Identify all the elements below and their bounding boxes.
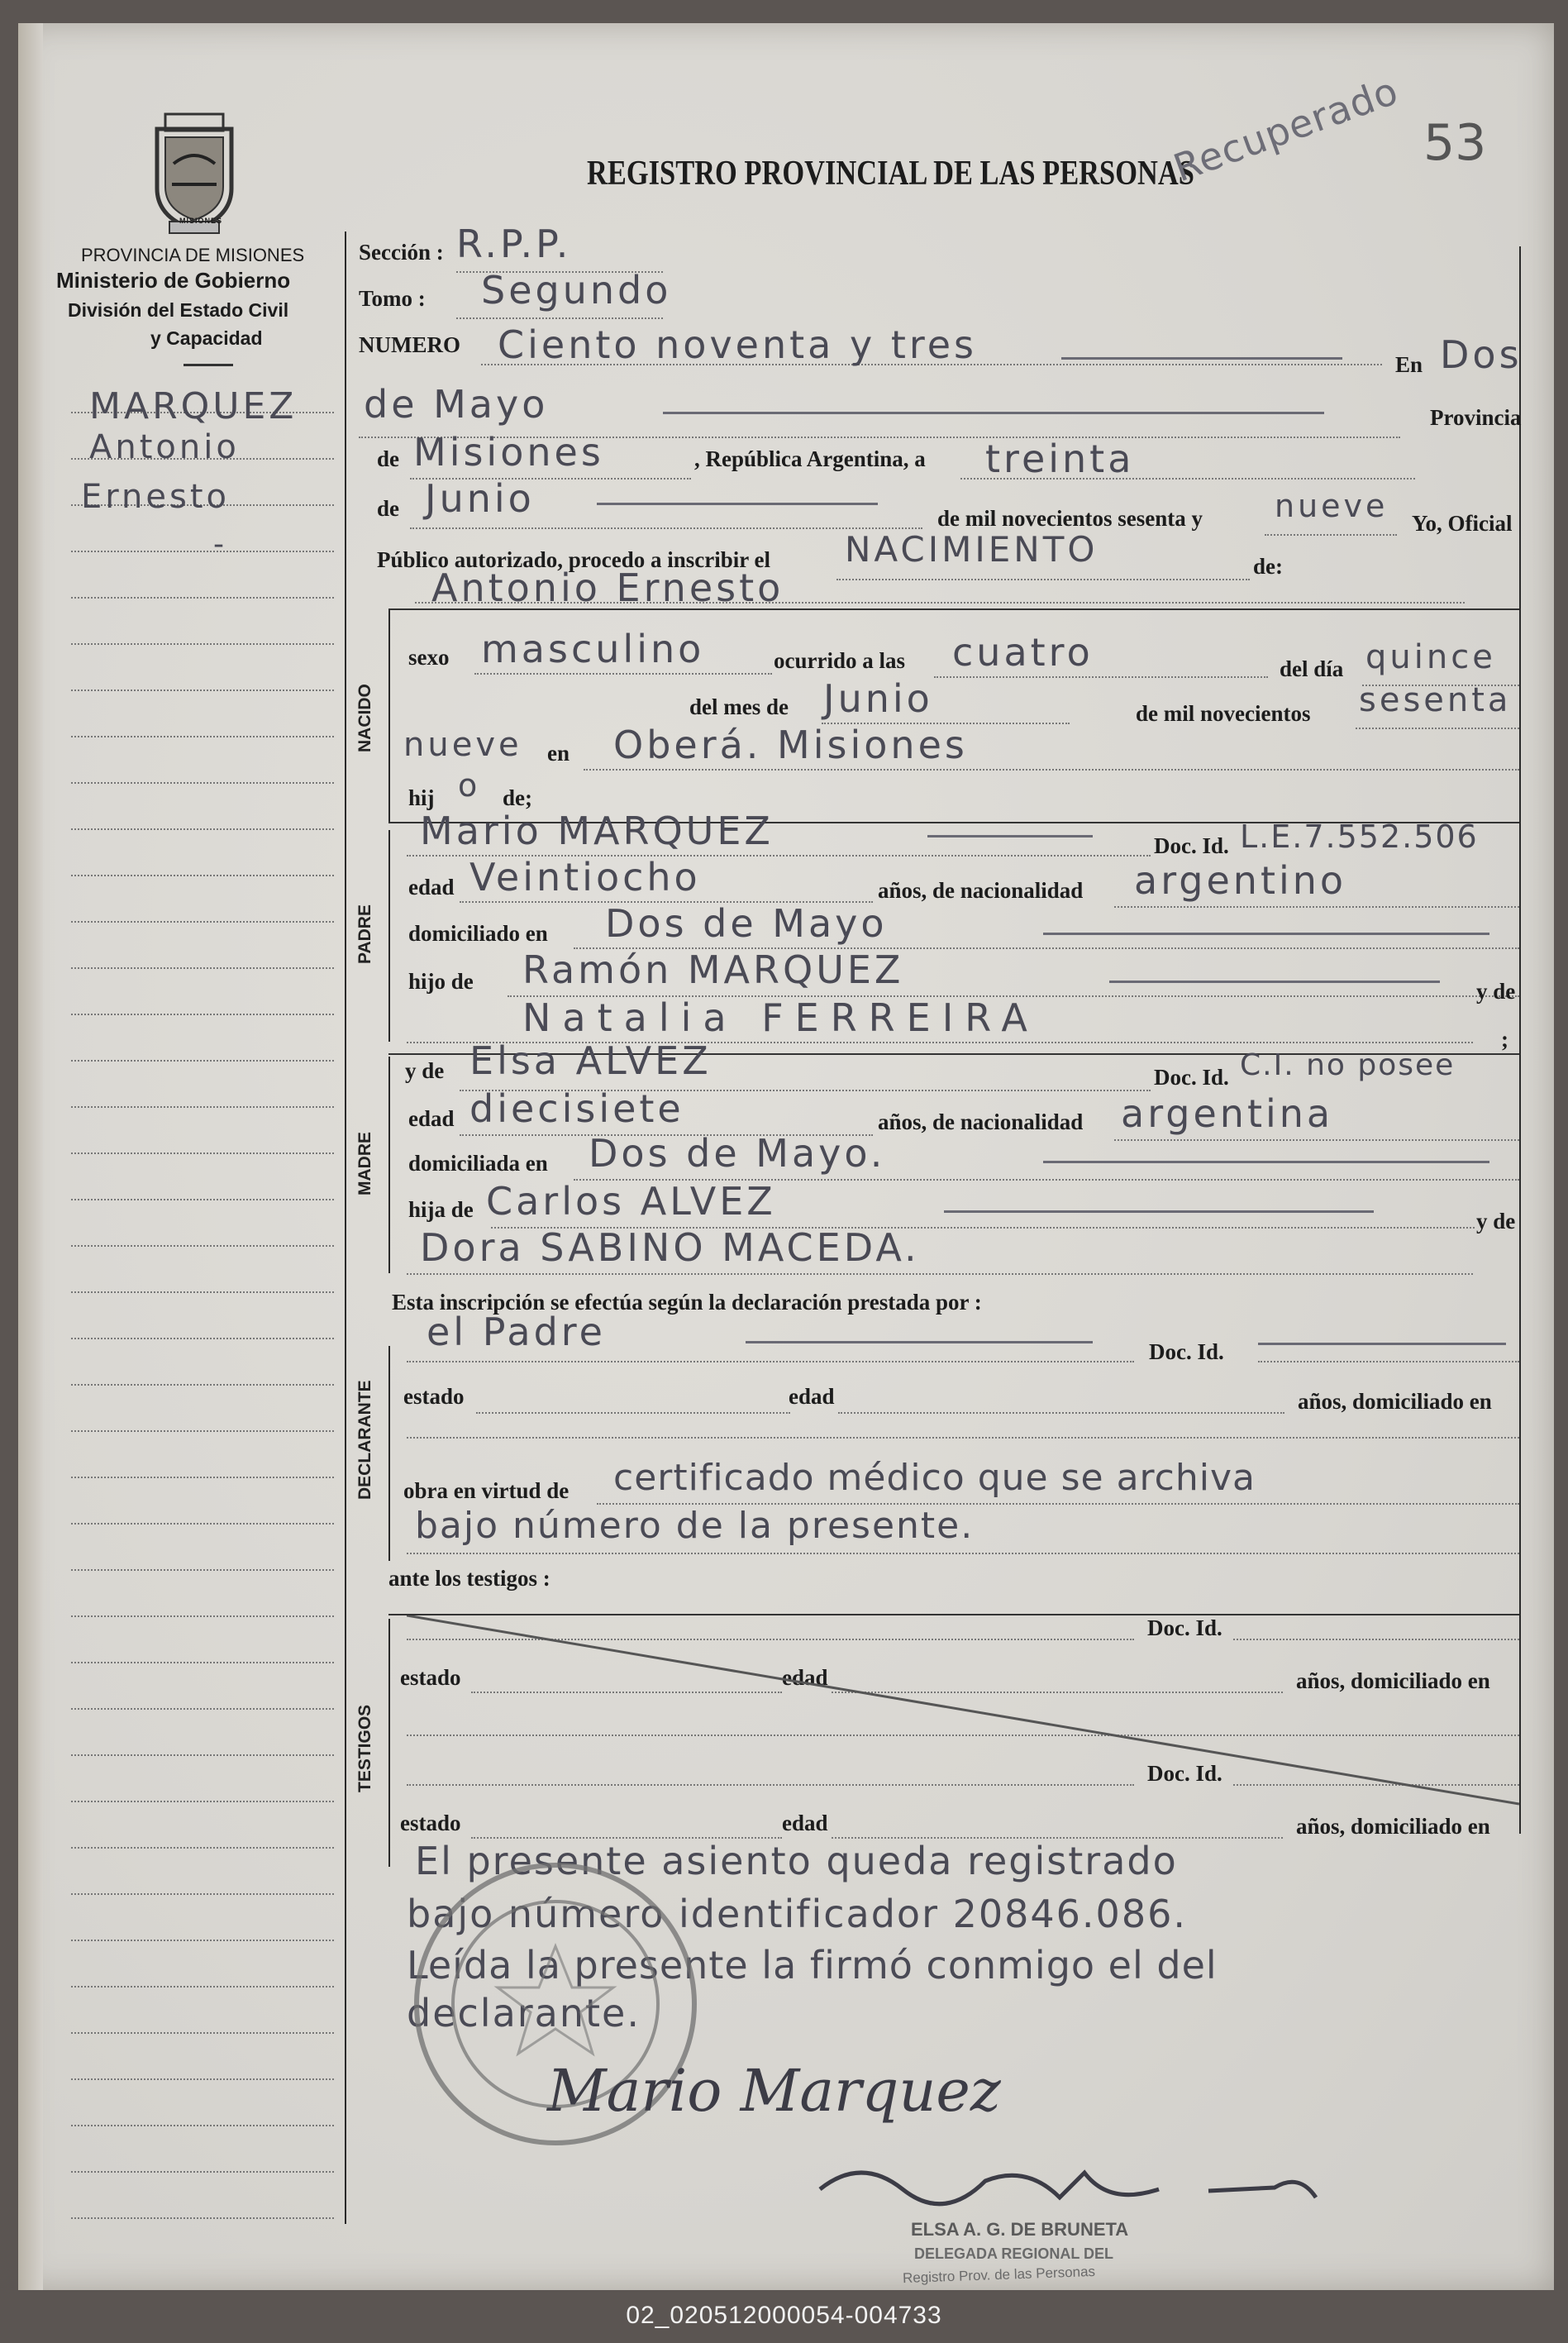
declarante-dom-line	[407, 1437, 1519, 1439]
de-label: de	[377, 446, 399, 471]
y-de-label-2: y de	[1476, 1209, 1516, 1234]
margin-ruled-line	[71, 1847, 334, 1849]
anio-line	[1265, 534, 1397, 536]
margin-ruled-line	[71, 1615, 334, 1617]
margin-surname: MARQUEZ	[89, 385, 298, 427]
dia-value: treinta	[985, 437, 1135, 481]
madre-edad-label: edad	[408, 1106, 455, 1131]
declarante-value: el Padre	[427, 1310, 606, 1354]
margin-ruled-line	[71, 597, 334, 599]
mes-value: Junio	[425, 476, 535, 521]
tomo-line	[456, 317, 663, 319]
padre-dom-stroke	[1043, 933, 1489, 935]
de-label-2: de	[377, 496, 399, 521]
father-signature: Mario Marquez	[547, 2057, 1001, 2125]
padre-stroke	[927, 835, 1093, 837]
nota-line-2: bajo número identificador 20846.086.	[407, 1892, 1187, 1936]
abuela-m-value: Dora SABINO MACEDA.	[420, 1225, 920, 1270]
madre-edad-value: diecisiete	[469, 1086, 684, 1131]
padre-dom-value: Dos de Mayo	[605, 901, 888, 946]
page-title: REGISTRO PROVINCIAL DE LAS PERSONAS	[587, 155, 1194, 193]
del-mes-label: del mes de	[689, 694, 789, 719]
madre-dom-label: domiciliada en	[408, 1151, 548, 1176]
lugar-stroke	[663, 412, 1324, 414]
testigos-bracket	[388, 1619, 390, 1867]
numero-stroke	[1061, 357, 1342, 360]
margin-ruled-line	[71, 1199, 334, 1200]
registry-page	[18, 23, 1554, 2290]
ante-label: ante los testigos :	[388, 1566, 550, 1591]
testigo1-anos-label: años, domiciliado en	[1296, 1668, 1490, 1693]
madre-doc-value: C.I. no posee	[1240, 1048, 1456, 1082]
margin-ruled-line	[71, 2171, 334, 2173]
seccion-value: R.P.P.	[456, 222, 572, 266]
mil-label-2: de mil novecientos	[1136, 701, 1311, 726]
declarante-stroke	[746, 1341, 1093, 1343]
margin-ruled-line	[71, 875, 334, 876]
hora-value: cuatro	[952, 630, 1094, 675]
margin-ruled-line	[71, 921, 334, 923]
lugar-value: de Mayo	[364, 382, 549, 427]
ministry-label: Ministerio de Gobierno	[56, 268, 291, 293]
officer-signature	[812, 2140, 1324, 2231]
margin-ruled-line	[71, 1893, 334, 1895]
padre-section-label: PADRE	[355, 904, 374, 964]
mil-label: de mil novecientos sesenta y	[937, 506, 1203, 531]
margin-ruled-line	[71, 1523, 334, 1525]
provincia-label: Provincia	[1430, 405, 1522, 430]
margin-ruled-line	[71, 2078, 334, 2080]
margin-ruled-line	[71, 1152, 334, 1154]
margin-ruled-line	[71, 1569, 334, 1571]
padre-edad-value: Veintiocho	[469, 855, 701, 900]
esta-label: Esta inscripción se efectúa según la declaración prestada por :	[392, 1290, 982, 1315]
margin-ruled-line	[71, 1754, 334, 1756]
officer-name: ELSA A. G. DE BRUNETA	[911, 2219, 1129, 2240]
obra-label: obra en virtud de	[403, 1478, 570, 1503]
anio-nac-line	[1356, 728, 1519, 729]
nacido-bracket	[388, 608, 390, 822]
padre-doc-label: Doc. Id.	[1154, 833, 1229, 858]
margin-ruled-line	[71, 1106, 334, 1108]
margin-ruled-line	[71, 1708, 334, 1710]
provincia-value: Misiones	[413, 430, 604, 475]
tomo-label: Tomo :	[359, 286, 426, 311]
declarante-bracket	[388, 1346, 390, 1561]
padre-hijo-label: hijo de	[408, 969, 474, 994]
margin-ruled-line	[71, 1014, 334, 1015]
testigo1-edad-label: edad	[782, 1665, 828, 1690]
de-label-3: de:	[1253, 554, 1283, 579]
right-rule	[1519, 246, 1521, 1834]
de-label-4: de;	[503, 785, 532, 810]
publico-label: Público autorizado, procedo a inscribir el	[377, 547, 770, 572]
padre-nac-value: argentino	[1134, 858, 1347, 903]
image-caption: 02_020512000054-004733	[626, 2302, 942, 2329]
declarante-doc-line	[1258, 1361, 1519, 1362]
madre-bracket	[388, 1057, 390, 1273]
declarante-estado-label: estado	[403, 1384, 465, 1409]
margin-ruled-line	[71, 551, 334, 552]
officer-registry: Registro Prov. de las Personas	[902, 2263, 1096, 2287]
margin-ruled-line	[71, 1986, 334, 1987]
nota-line-3: Leída la presente la firmó conmigo el del	[407, 1943, 1218, 1987]
anio-nac-value-2: nueve	[403, 726, 522, 764]
margin-ruled-line	[71, 2217, 334, 2219]
testigo2-estado-label: estado	[400, 1811, 461, 1835]
padre-doc-value: L.E.7.552.506	[1240, 818, 1479, 855]
testigo1-doc-label: Doc. Id.	[1147, 1615, 1222, 1640]
padre-value: Mario MARQUEZ	[420, 809, 774, 853]
sexo-label: sexo	[408, 645, 450, 670]
header-rule	[183, 364, 233, 366]
nacido-section-label: NACIDO	[355, 684, 374, 752]
abuela-p-value: Natalia FERREIRA	[522, 995, 1039, 1040]
folio-stamp: Recuperado	[1167, 68, 1404, 191]
nota-line-4: declarante.	[407, 1991, 641, 2035]
yo-label: Yo, Oficial	[1412, 511, 1513, 536]
mes-nac-value: Junio	[823, 676, 933, 721]
margin-ruled-line	[71, 967, 334, 969]
madre-dom-stroke	[1043, 1161, 1489, 1163]
madre-y-de-label: y de	[405, 1058, 445, 1083]
ocurrido-label: ocurrido a las	[774, 648, 905, 673]
margin-ruled-line	[71, 643, 334, 645]
obra-value-2: bajo número de la presente.	[415, 1505, 975, 1547]
madre-doc-label: Doc. Id.	[1154, 1065, 1229, 1090]
hij-label: hij	[408, 785, 435, 810]
testigo2-doc-label: Doc. Id.	[1147, 1761, 1222, 1786]
madre-hija-label: hija de	[408, 1197, 474, 1222]
sexo-line	[474, 673, 772, 675]
padre-dom-label: domiciliado en	[408, 921, 548, 946]
tomo-value: Segundo	[481, 268, 672, 313]
numero-value: Ciento noventa y tres	[498, 322, 978, 367]
anio-value: nueve	[1275, 488, 1389, 524]
margin-ruled-line	[71, 1430, 334, 1432]
acto-line	[836, 579, 1250, 580]
officer-title: DELEGADA REGIONAL DEL	[914, 2245, 1114, 2262]
declarante-doc-label: Doc. Id.	[1149, 1339, 1224, 1364]
margin-name-2: Ernesto	[81, 478, 230, 516]
margin-ruled-line	[71, 1338, 334, 1339]
lugar-nac-value: Oberá. Misiones	[613, 723, 968, 767]
declarante-estado-line	[476, 1412, 790, 1414]
hij-value: o	[458, 767, 481, 804]
madre-value: Elsa ALVEZ	[469, 1038, 712, 1083]
hora-line	[934, 676, 1268, 678]
division-label: División del Estado Civil	[68, 299, 289, 321]
declarante-doc-stroke	[1258, 1343, 1506, 1345]
padre-nac-line	[1114, 906, 1519, 908]
padre-nac-label: años, de nacionalidad	[878, 878, 1084, 903]
margin-dash: -	[213, 527, 227, 561]
margin-ruled-line	[71, 690, 334, 691]
testigo1-estado-label: estado	[400, 1665, 461, 1690]
margin-ruled-line	[71, 736, 334, 737]
declarante-edad-label: edad	[789, 1384, 835, 1409]
nombre-value: Antonio Ernesto	[431, 565, 784, 610]
republica-label: , República Argentina, a	[694, 446, 926, 471]
margin-ruled-line	[71, 828, 334, 830]
obra-value-1: certificado médico que se archiva	[613, 1457, 1256, 1499]
margin-ruled-line	[71, 1477, 334, 1478]
madre-nac-line	[1114, 1139, 1519, 1141]
declarante-section-label: DECLARANTE	[355, 1380, 374, 1500]
margin-rule	[345, 231, 346, 2224]
mes-stroke	[597, 503, 878, 505]
semicolon-label: ;	[1501, 1027, 1508, 1052]
abuelo-m-stroke	[944, 1210, 1374, 1213]
sexo-value: masculino	[481, 627, 705, 671]
province-label: PROVINCIA DE MISIONES	[81, 245, 305, 265]
margin-ruled-line	[71, 2032, 334, 2034]
declarante-edad-line	[838, 1412, 1284, 1414]
madre-nac-label: años, de nacionalidad	[878, 1109, 1084, 1134]
acto-value: NACIMIENTO	[845, 529, 1099, 570]
margin-ruled-line	[71, 1940, 334, 1941]
margin-ruled-line	[71, 1291, 334, 1293]
y-de-label: y de	[1476, 979, 1516, 1004]
en-value: Dos	[1440, 332, 1523, 377]
nota-line-1: El presente asiento queda registrado	[415, 1839, 1178, 1883]
margin-ruled-line	[71, 2125, 334, 2126]
abuelo-p-stroke	[1109, 981, 1440, 983]
witness-cancel-line	[407, 1615, 1519, 1806]
abuelo-p-value: Ramón MARQUEZ	[522, 947, 904, 992]
en-label-2: en	[547, 741, 570, 766]
book-spine	[18, 23, 43, 2290]
testigo2-anos-label: años, domiciliado en	[1296, 1814, 1490, 1839]
margin-ruled-line	[71, 1801, 334, 1802]
padre-edad-label: edad	[408, 875, 455, 900]
declarante-anos-label: años, domiciliado en	[1298, 1389, 1492, 1414]
numero-label: NUMERO	[359, 332, 460, 357]
madre-section-label: MADRE	[355, 1132, 374, 1195]
testigo2-edad-label: edad	[782, 1811, 828, 1835]
crest-lettering: MISIONES	[179, 217, 223, 225]
del-dia-label: del día	[1280, 656, 1344, 681]
margin-ruled-line	[71, 1060, 334, 1062]
lugar-nac-line	[584, 769, 1519, 771]
abuelo-m-value: Carlos ALVEZ	[486, 1179, 776, 1224]
madre-dom-value: Dos de Mayo.	[589, 1131, 886, 1176]
anio-nac-value: sesenta	[1359, 681, 1512, 719]
division-label-2: y Capacidad	[150, 327, 263, 349]
madre-nac-value: argentina	[1121, 1091, 1334, 1136]
margin-ruled-line	[71, 1384, 334, 1386]
margin-ruled-line	[71, 1245, 334, 1247]
en-label: En	[1395, 352, 1423, 377]
folio-number: 53	[1423, 114, 1487, 172]
margin-ruled-line	[71, 1662, 334, 1663]
margin-name-1: Antonio	[89, 428, 240, 466]
padre-bracket	[388, 830, 390, 1042]
abuela-m-line	[407, 1273, 1473, 1275]
declarante-line	[407, 1361, 1134, 1362]
testigos-section-label: TESTIGOS	[355, 1704, 374, 1792]
obra-line-2	[407, 1553, 1519, 1554]
margin-ruled-line	[71, 782, 334, 784]
dia-nac-value: quince	[1365, 638, 1496, 676]
seccion-label: Sección :	[359, 240, 444, 265]
